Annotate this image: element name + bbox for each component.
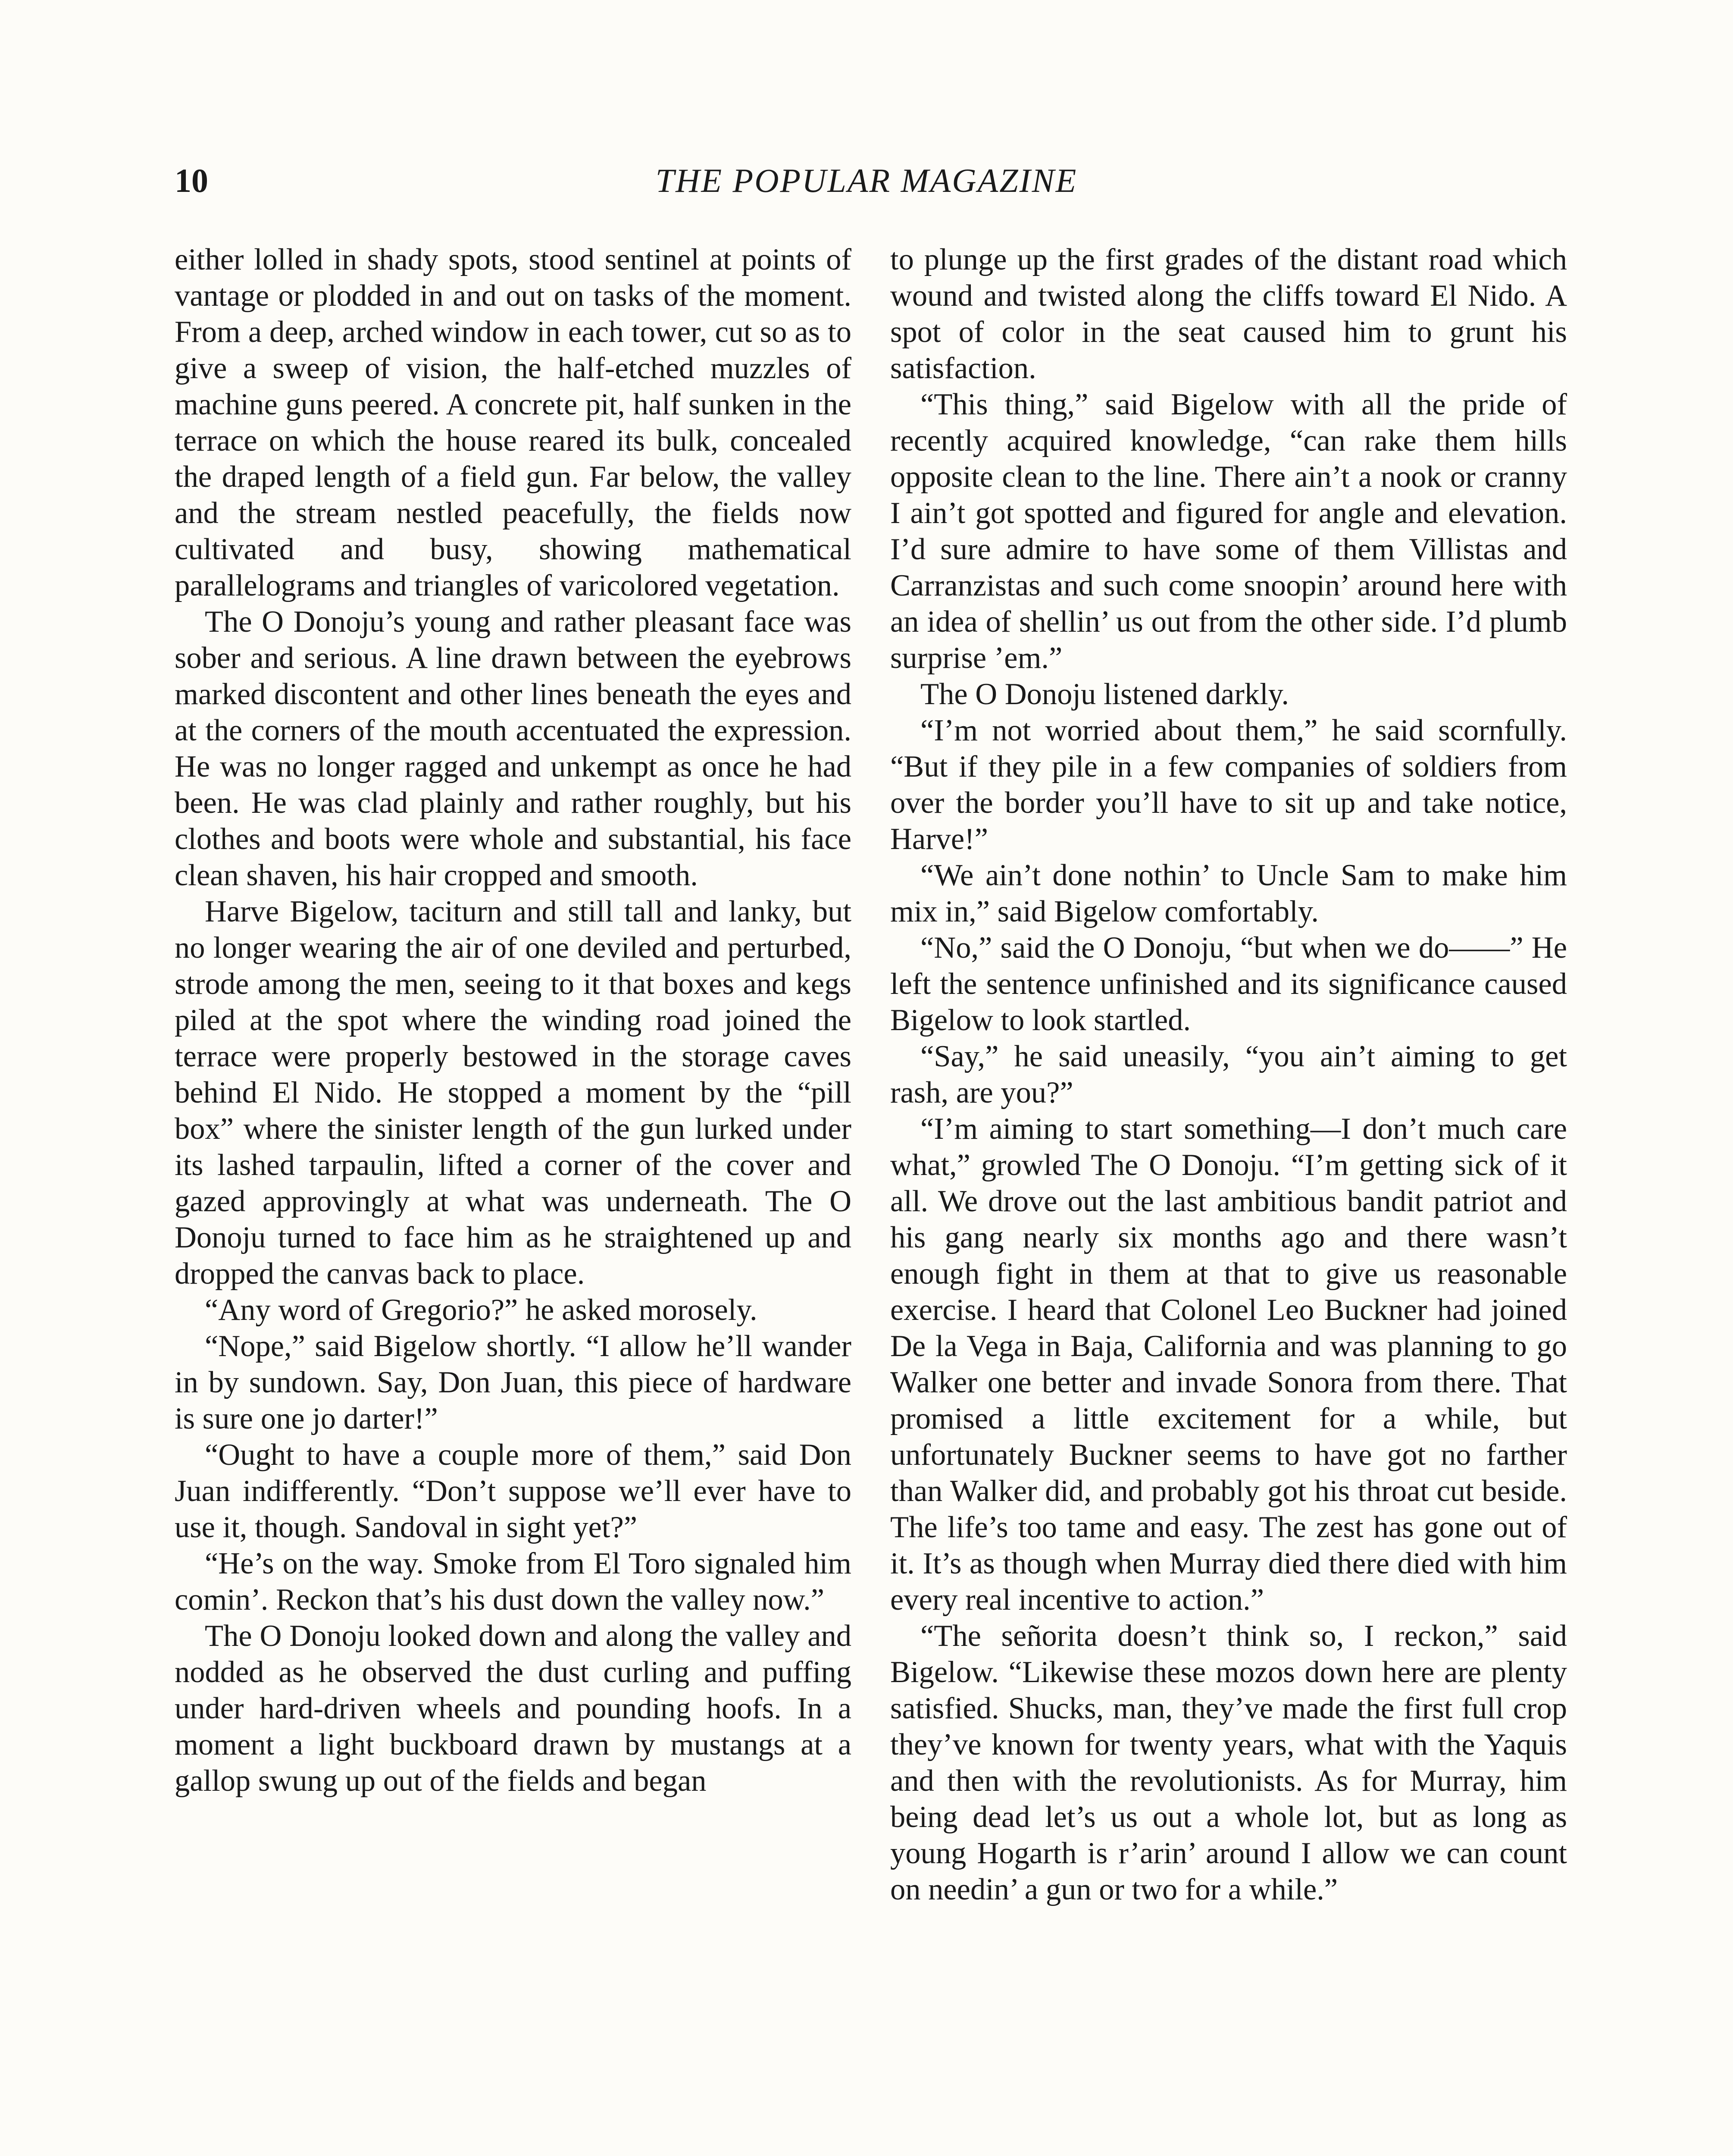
paragraph: “This thing,” said Bigelow with all the pride of recently acquired knowledge, “can rake them hills opposite clean to the line. There ain’t a nook or cranny I ain’t got spotted and figured for angle and elevation. I’d sure admire to have some of them Villistas and Carranzistas and such come snoopin’ around here with an idea of shellin’ us out from the other side. I’d plumb surprise ’em.” [890, 388, 1567, 675]
paragraph: “Any word of Gregorio?” he asked morosely. [205, 1293, 757, 1327]
left-text-column [175, 241, 851, 1799]
paragraph: “Ought to have a couple more of them,” said Don Juan indifferently. “Don’t suppose we’ll ever have to use it, though. Sandoval in sight yet?” [175, 1438, 851, 1544]
paragraph: either lolled in shady spots, stood sentinel at points of vantage or plodded in and out on tasks of the moment. From a deep, arched window in each tower, cut so as to give a sweep of vision, the half-etched muzzles of machine guns peered. A concrete pit, half sunken in the terrace on which the house reared its bulk, concealed the draped length of a field gun. Far below, the valley and the stream nestled peacefully, the fields now cultivated and busy, showing mathematical parallelograms and triangles of varicolored vegetation. [175, 243, 851, 602]
page-number: 10 [175, 162, 208, 199]
paragraph: “I’m not worried about them,” he said scornfully. “But if they pile in a few companies of soldiers from over the border you’ll have to sit up and take notice, Harve!” [890, 714, 1567, 856]
paragraph: “We ain’t done nothin’ to Uncle Sam to make him mix in,” said Bigelow comfortably. [890, 859, 1567, 928]
paragraph: to plunge up the first grades of the distant road which wound and twisted along the cliffs toward El Nido. A spot of color in the seat caused him to grunt his satisfaction. [890, 243, 1567, 385]
paragraph: Harve Bigelow, taciturn and still tall and lanky, but no longer wearing the air of one deviled and perturbed, strode among the men, seeing to it that boxes and kegs piled at the spot where the winding road joined the terrace were properly bestowed in the storage caves behind El Nido. He stopped a moment by the “pill box” where the sinister length of the gun lurked under its lashed tarpaulin, lifted a corner of the cover and gazed approvingly at what was underneath. The O Donoju turned to face him as he straightened up and dropped the canvas back to place. [175, 895, 851, 1291]
paragraph: “The señorita doesn’t think so, I reckon,” said Bigelow. “Likewise these mozos down here are plenty satisfied. Shucks, man, they’ve made the first full crop they’ve known for twenty years, what with the Yaquis and then with the revolutionists. As for Murray, him being dead let’s us out a whole lot, but as long as young Hogarth is r’arin’ around I allow we can count on needin’ a gun or two for a while.” [890, 1619, 1567, 1906]
paragraph: The O Donoju’s young and rather pleasant face was sober and serious. A line drawn between the eyebrows marked discontent and other lines beneath the eyes and at the corners of the mouth accentuated the expression. He was no longer ragged and unkempt as once he had been. He was clad plainly and rather roughly, but his clothes and boots were whole and substantial, his face clean shaven, his hair cropped and smooth. [175, 605, 851, 892]
paragraph: “He’s on the way. Smoke from El Toro signaled him comin’. Reckon that’s his dust down the valley now.” [175, 1547, 851, 1617]
paragraph: “I’m aiming to start something—I don’t much care what,” growled The O Donoju. “I’m getting sick of it all. We drove out the last ambitious bandit patriot and his gang nearly six months ago and there wasn’t enough fight in them at that to give us reasonable exercise. I heard that Colonel Leo Buckner had joined De la Vega in Baja, California and was planning to go Walker one better and invade Sonora from there. That promised a little excitement for a while, but unfortunately Buckner seems to have got no farther than Walker did, and probably got his throat cut beside. The life’s too tame and easy. The zest has gone out of it. It’s as though when Murray died there died with him every real incentive to action.” [890, 1112, 1567, 1617]
running-title: THE POPULAR MAGAZINE [655, 162, 1078, 199]
paragraph: The O Donoju looked down and along the valley and nodded as he observed the dust curling and puffing under hard-driven wheels and pounding hoofs. In a moment a light buckboard drawn by mustangs at a gallop swung up out of the fields and began [175, 1619, 851, 1798]
paragraph: The O Donoju listened darkly. [920, 677, 1289, 711]
paragraph: “Say,” he said uneasily, “you ain’t aiming to get rash, are you?” [890, 1040, 1567, 1109]
right-text-column [890, 241, 1567, 1908]
paragraph: “Nope,” said Bigelow shortly. “I allow he’ll wander in by sundown. Say, Don Juan, this piece of hardware is sure one jo darter!” [175, 1329, 851, 1435]
paragraph: “No,” said the O Donoju, “but when we do——” He left the sentence unfinished and its significance caused Bigelow to look startled. [890, 931, 1567, 1037]
